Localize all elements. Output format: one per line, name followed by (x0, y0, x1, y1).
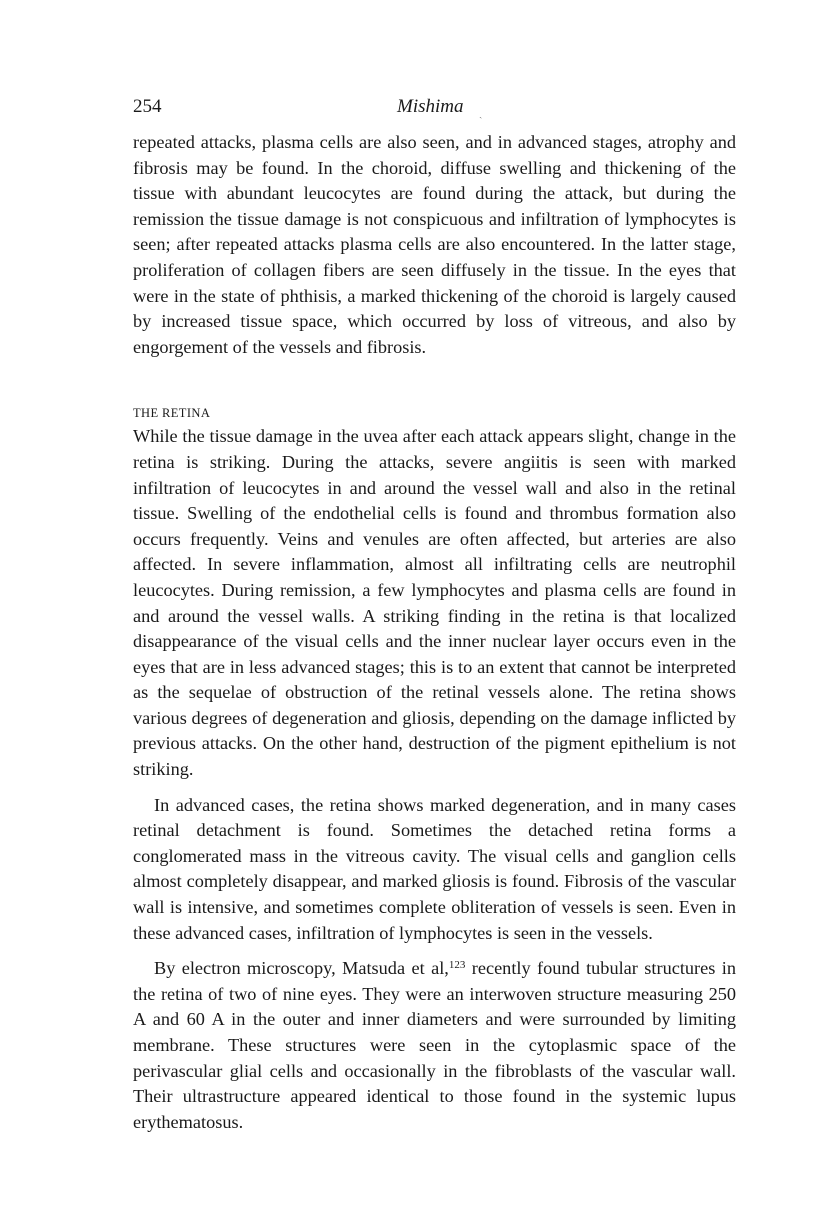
paragraph-text-after-reference: recently found tubular structures in the retina of two of nine eyes. They were an interwoven structure measuring 250 A and 60 A in the outer and inner diameters and were surrounded by limiting membrane. These structures were seen in the cytoplasmic space of the perivascular glial cells and occasionally in the fibroblasts of the vascular wall. Their ultrastructure appeared identical to those found in the systemic lupus erythematosus. (133, 958, 736, 1132)
running-title: Mishima (397, 96, 464, 117)
paragraph-advanced-cases: In advanced cases, the retina shows marked degeneration, and in many cases retinal detachment is found. Sometimes the detached retina forms a conglomerated mass in the vitreous cavity. The visual cells and ganglion cells almost completely disappear, and marked gliosis is found. Fibrosis of the vascular wall is intensive, and sometimes complete obliteration of vessels is seen. Even in these advanced cases, infiltration of lymphocytes is seen in the vessels. (133, 794, 736, 943)
paragraph-text-before-reference: By electron microscopy, Matsuda et al, (154, 958, 449, 979)
page (133, 96, 736, 1135)
reference-number: 123 (448, 959, 466, 972)
paragraph-continued: repeated attacks, plasma cells are also seen, and in advanced stages, atrophy and fibrosis may be found. In the choroid, diffuse swelling and thickening of the tissue with abundant leucocytes are found during the attack, but during the remission the tissue damage is not conspicuous and infiltration of lymphocytes is seen; after repeated attacks plasma cells are also encountered. In the latter stage, proliferation of collagen fibers are seen diffusely in the tissue. In the eyes that were in the state of phthisis, a marked thickening of the choroid is largely caused by increased tissue space, which occurred by loss of vitreous, and also by engorgement of the vessels and fibrosis. (133, 132, 736, 357)
page-number: 254 (133, 96, 162, 117)
paragraph-electron-microscopy (133, 956, 736, 1135)
stray-mark: ˎ (479, 108, 483, 119)
running-head (133, 96, 736, 122)
paragraph-retina-intro: While the tissue damage in the uvea after each attack appears slight, change in the retina is striking. During the attacks, severe angiitis is seen with marked infiltration of leucocytes in and around the vessel wall and also in the retinal tissue. Swelling of the endothelial cells is found and thrombus formation also occurs frequently. Veins and venules are often affected, but arteries are also affected. In severe inflammation, almost all infiltrating cells are neutrophil leucocytes. During remission, a few lymphocytes and plasma cells are found in and around the vessel walls. A striking finding in the retina is that localized disappearance of the visual cells and the inner nuclear layer occurs even in the eyes that are in less advanced stages; this is to an extent that cannot be interpreted as the sequelae of obstruction of the retinal vessels alone. The retina shows various degrees of degeneration and gliosis, depending on the damage inflicted by previous attacks. On the other hand, destruction of the pigment epithelium is not striking. (133, 426, 736, 780)
section-heading: THE RETINA (133, 406, 211, 421)
